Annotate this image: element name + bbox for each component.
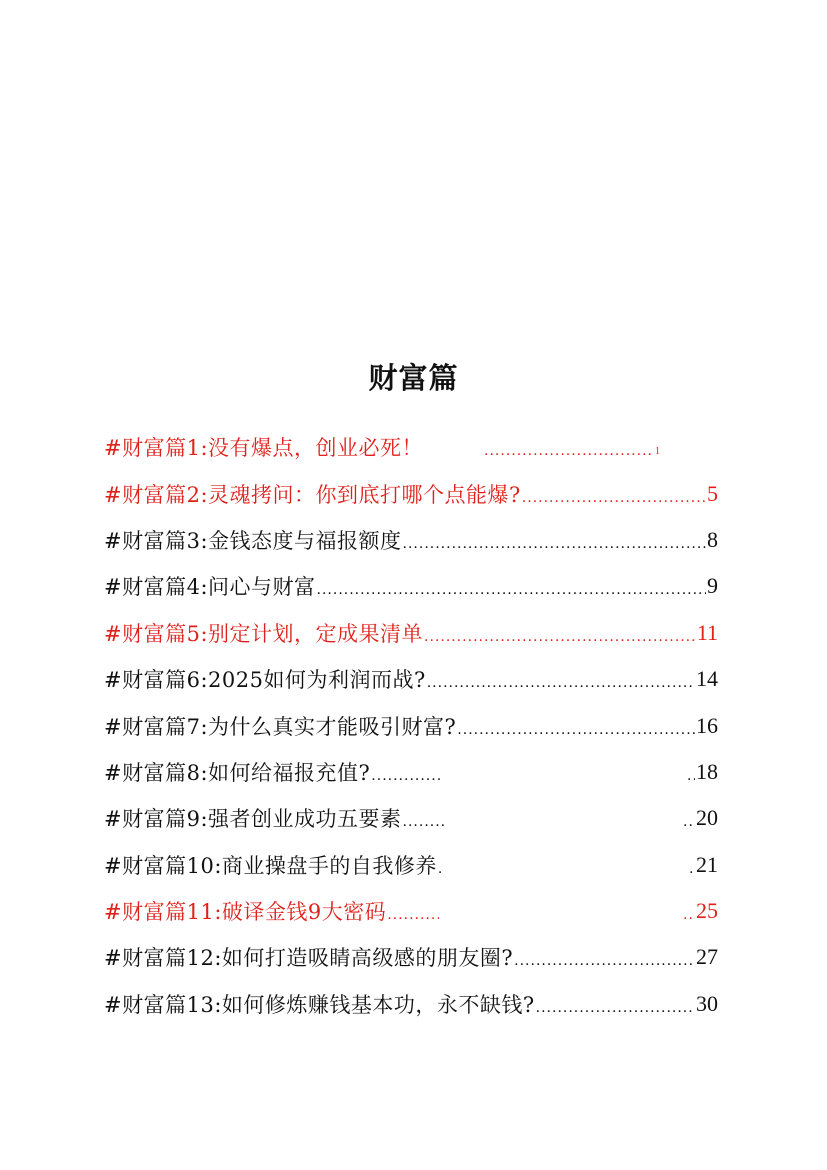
toc-entry-leader	[522, 491, 706, 505]
toc-entry-1[interactable]	[104, 424, 718, 470]
toc-entry-3[interactable]	[104, 517, 718, 563]
toc-entry-page: 14	[696, 666, 718, 692]
toc-entry-9[interactable]	[104, 795, 718, 841]
toc-entry-leader-tail	[689, 862, 695, 876]
toc-entry-label: #财富篇5:别定计划，定成果清单	[104, 621, 424, 646]
toc-entry-page: 5	[707, 480, 718, 506]
toc-entry-page: 27	[696, 944, 718, 970]
toc-entry-leader	[484, 444, 654, 458]
toc-entry-5[interactable]	[104, 610, 718, 656]
toc-entry-leader-tail	[683, 815, 695, 829]
toc-entry-leader	[371, 769, 443, 783]
toc-entry-leader	[536, 1001, 695, 1015]
toc-entry-label: #财富篇10:商业操盘手的自我修养	[104, 853, 437, 878]
toc-entry-page: 1	[655, 445, 661, 457]
toc-entry-label: #财富篇8:如何给福报充值?	[104, 760, 371, 785]
toc-entry-leader	[403, 537, 706, 551]
toc-entry-leader	[457, 723, 695, 737]
toc-entry-label: #财富篇9:强者创业成功五要素	[104, 807, 402, 832]
toc-entry-2[interactable]	[104, 470, 718, 516]
page-title: 财富篇	[368, 361, 459, 395]
toc-entry-label: #财富篇11:破译金钱9大密码	[104, 900, 387, 925]
toc-entry-leader-tail	[687, 769, 695, 783]
toc-entry-leader	[427, 676, 695, 690]
toc-entry-label: #财富篇2:灵魂拷问：你到底打哪个点能爆?	[104, 482, 521, 507]
toc-entry-6[interactable]	[104, 656, 718, 702]
toc-entry-label: #财富篇13:如何修炼赚钱基本功，永不缺钱?	[104, 992, 535, 1017]
toc-entry-11[interactable]	[104, 888, 718, 934]
toc-entry-page: 20	[696, 805, 718, 831]
toc-entry-page: 21	[696, 851, 718, 877]
toc-entry-7[interactable]	[104, 702, 718, 748]
toc-entry-page: 16	[696, 712, 718, 738]
toc-entry-label: #财富篇12:如何打造吸睛高级感的朋友圈?	[104, 946, 514, 971]
toc-entry-page: 8	[707, 526, 718, 552]
toc-entry-leader	[403, 815, 445, 829]
toc-entry-label: #财富篇7:为什么真实才能吸引财富?	[104, 714, 457, 739]
toc-entry-label: #财富篇3:金钱态度与福报额度	[104, 528, 402, 553]
toc-entry-page: 18	[696, 758, 718, 784]
toc-entry-leader	[438, 862, 444, 876]
toc-entry-10[interactable]	[104, 842, 718, 888]
toc-entry-leader	[424, 630, 696, 644]
toc-entry-label: #财富篇1:没有爆点，创业必死！	[104, 436, 424, 461]
toc-entry-page: 11	[696, 619, 718, 645]
toc-entry-page: 9	[707, 573, 718, 599]
toc-entry-12[interactable]	[104, 934, 718, 980]
toc-entry-leader	[514, 954, 695, 968]
toc-entry-13[interactable]	[104, 981, 718, 1027]
table-of-contents	[104, 424, 718, 1027]
toc-entry-label: #财富篇6:2025如何为利润而战?	[104, 668, 426, 693]
toc-entry-page: 25	[696, 898, 718, 924]
toc-entry-leader	[317, 583, 706, 597]
toc-entry-page: 30	[696, 990, 718, 1016]
toc-entry-leader	[387, 908, 439, 922]
toc-entry-label: #财富篇4:问心与财富	[104, 575, 316, 600]
toc-entry-8[interactable]	[104, 749, 718, 795]
toc-entry-4[interactable]	[104, 563, 718, 609]
toc-entry-leader-tail	[683, 908, 695, 922]
